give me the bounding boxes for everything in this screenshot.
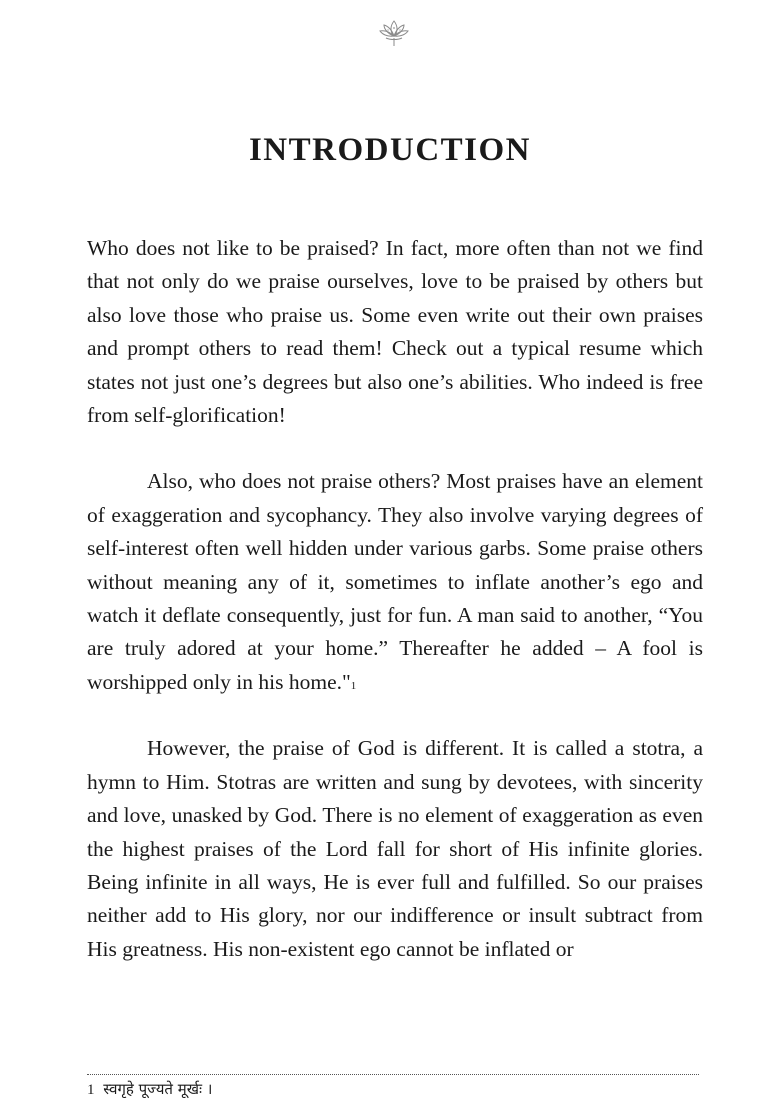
paragraph-2-text: Also, who does not praise others? Most praises have an element of exaggeration and sycophancy. They also involve varying degrees of self-interest often well hidden under various garbs. Some praise others without meaning any of it, sometimes to inflate another’s ego and watch it deflate consequently, just for fun. A man said to another, “You are truly adored at your home.” Thereafter he added – A fool is worshipped only in his home." xyxy=(87,469,703,694)
footnote-number: 1 xyxy=(87,1082,95,1098)
body-text xyxy=(87,232,703,966)
paragraph-3: However, the praise of God is different. It is called a stotra, a hymn to Him. Stotras are written and sung by devotees, with sincerity and love, unasked by God. There is no element of exaggeration as even the highest praises of the Lord fall for short of His infinite glories. Being infinite in all ways, He is ever full and fulfilled. So our praises neither add to His glory, nor our indifference or insult subtract from His greatness. His non-existent ego cannot be inflated or xyxy=(87,736,703,961)
lotus-icon xyxy=(376,16,412,52)
footnote-reference: 1 xyxy=(350,679,357,692)
paragraph-1: Who does not like to be praised? In fact, more often than not we find that not only do we praise ourselves, love to be praised by others but also love those who praise us. Some even write out their own praises and prompt others to read them! Check out a typical resume which states not just one’s degrees but also one’s abilities. Who indeed is free from self-glorification! xyxy=(87,236,703,428)
page-title: INTRODUCTION xyxy=(248,132,532,168)
footnote-text: स्वगृहे पूज्यते मूर्खः । xyxy=(103,1080,213,1098)
footnote-divider xyxy=(87,1074,699,1075)
paragraph-2 xyxy=(87,465,703,699)
footnote xyxy=(87,1078,212,1101)
